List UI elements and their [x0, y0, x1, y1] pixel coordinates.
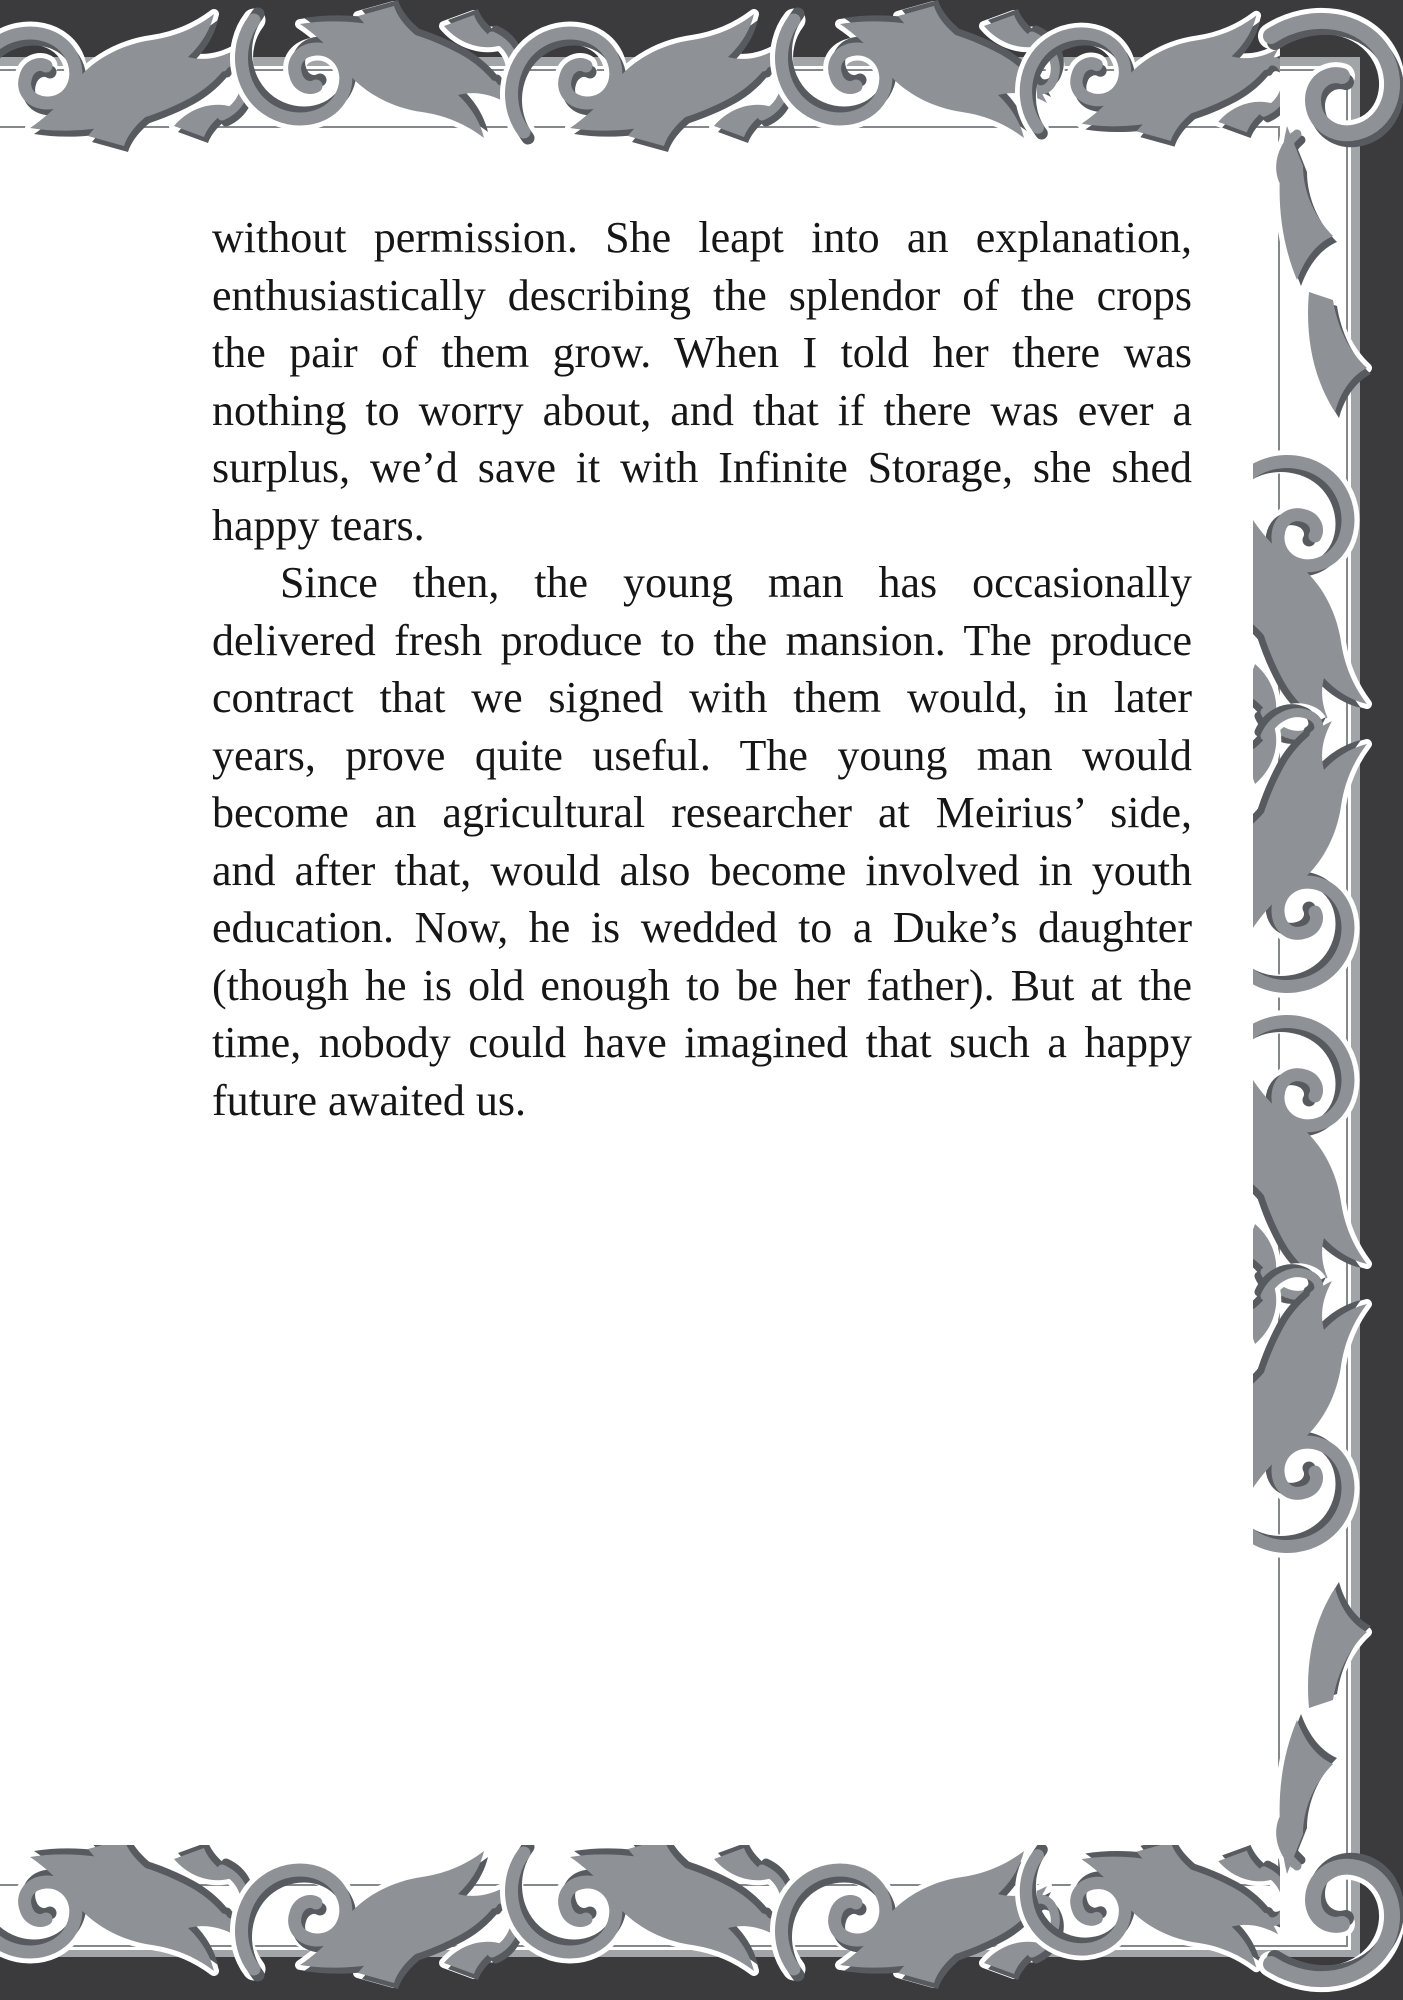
text-line: future awaited us.: [212, 1075, 526, 1125]
text-line: education. Now, he is wedded to a Duke’s daughter: [212, 903, 1192, 952]
text-line: the pair of them grow. When I told her there was: [212, 328, 1192, 377]
text-line: delivered fresh produce to the mansion. The produce: [212, 615, 1192, 665]
text-line: enthusiastically describing the splendor of the crops: [212, 270, 1192, 320]
text-line: without permission. She leapt into an explanation,: [212, 213, 1192, 262]
text-line: (though he is old enough to be her father). But at the: [212, 960, 1192, 1010]
text-line: contract that we signed with them would, in later: [212, 673, 1192, 722]
text-line: years, prove quite useful. The young man would: [212, 730, 1192, 780]
text-line: time, nobody could have imagined that such a happy: [212, 1018, 1192, 1067]
text-line: become an agricultural researcher at Meirius’ side,: [212, 788, 1192, 837]
text-line: happy tears.: [212, 500, 425, 550]
text-line: Since then, the young man has occasionally: [280, 558, 1192, 607]
body-text: [212, 209, 1192, 1129]
text-line: nothing to worry about, and that if there was ever a: [212, 385, 1192, 435]
text-line: surplus, we’d save it with Infinite Storage, she shed: [212, 443, 1192, 492]
text-line: and after that, would also become involved in youth: [212, 845, 1192, 895]
